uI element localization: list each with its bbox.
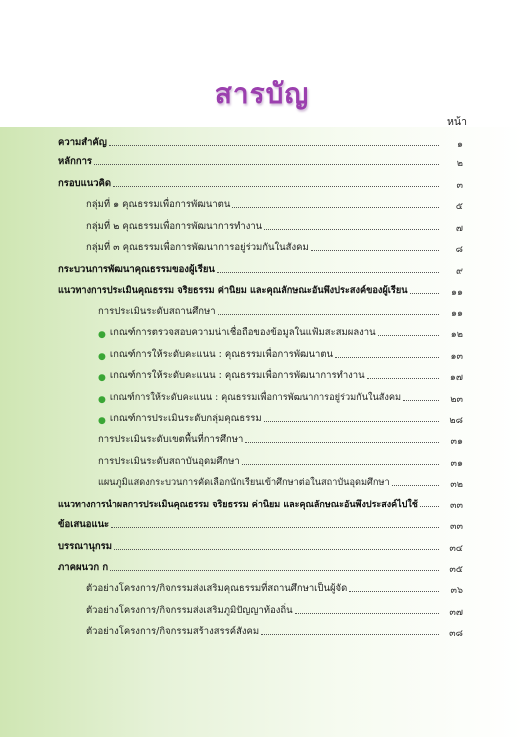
- toc-entry[interactable]: กรอบแนวคิด: [58, 175, 442, 191]
- toc-entry[interactable]: ภาคผนวก ก: [58, 559, 442, 575]
- page-title: สารบัญ: [214, 77, 310, 110]
- bullet-icon: ●: [98, 352, 106, 362]
- toc-page-number: ๓๓: [450, 500, 463, 511]
- toc-page-number: ๓: [456, 180, 463, 191]
- bullet-icon: ●: [98, 416, 106, 426]
- toc-entry[interactable]: แนวทางการประเมินคุณธรรม จริยธรรม ค่านิยม และคุณลักษณะอันพึงประสงค์ของผู้เรียน: [58, 282, 442, 298]
- toc-page-number: ๓๒: [450, 479, 463, 490]
- toc-entry[interactable]: กลุ่มที่ ๑ คุณธรรมเพื่อการพัฒนาตน: [86, 196, 442, 212]
- toc-entry[interactable]: แนวทางการนำผลการประเมินคุณธรรม จริยธรรม ค่านิยม และคุณลักษณะอันพึงประสงค์ไปใช้: [58, 495, 442, 511]
- toc-page-number: ๓๑: [450, 436, 463, 447]
- toc-page-number: ๑: [456, 139, 463, 150]
- toc-page-number: ๕: [455, 201, 463, 212]
- toc-page-number: ๓๗: [449, 607, 463, 618]
- toc-page-number: ๑๑: [450, 308, 463, 319]
- toc-page-number: ๓๔: [449, 543, 463, 554]
- toc-entry[interactable]: การประเมินระดับเขตพื้นที่การศึกษา: [98, 431, 442, 447]
- toc-entry[interactable]: กลุ่มที่ ๒ คุณธรรมเพื่อการพัฒนาการทำงาน: [86, 218, 442, 234]
- toc-page-number: ๑๑: [450, 287, 463, 298]
- toc-page-number: ๒๘: [449, 415, 463, 426]
- toc-entry[interactable]: การประเมินระดับสถานศึกษา: [98, 303, 442, 319]
- page-column-label: หน้า: [447, 116, 467, 128]
- toc-entry[interactable]: ตัวอย่างโครงการ/กิจกรรมส่งเสริมภูมิปัญญาท้องถิ่น: [86, 602, 442, 618]
- toc-entry[interactable]: บรรณานุกรม: [58, 538, 442, 554]
- toc-entry[interactable]: ตัวอย่างโครงการ/กิจกรรมสร้างสรรค์สังคม: [86, 623, 442, 639]
- toc-page-number: ๒๓: [450, 394, 463, 405]
- toc-entry[interactable]: กลุ่มที่ ๓ คุณธรรมเพื่อการพัฒนาการอยู่ร่วมกันในสังคม: [86, 239, 442, 255]
- toc-entry[interactable]: ตัวอย่างโครงการ/กิจกรรมส่งเสริมคุณธรรมที่สถานศึกษาเป็นผู้จัด: [86, 580, 442, 596]
- toc-entry[interactable]: ความสำคัญ: [58, 134, 442, 150]
- toc-page-number: ๓๘: [449, 628, 463, 639]
- toc-entry[interactable]: การประเมินระดับสถาบันอุดมศึกษา: [98, 453, 442, 469]
- toc-entry[interactable]: ข้อเสนอแนะ: [58, 516, 442, 532]
- toc-page-number: ๑๒: [450, 329, 463, 340]
- toc-entry[interactable]: ● เกณฑ์การประเมินระดับกลุ่มคุณธรรม: [98, 410, 442, 426]
- toc-page-number: ๗: [455, 223, 463, 234]
- toc-page-number: ๓๑: [450, 458, 463, 469]
- toc-entry[interactable]: แผนภูมิแสดงกระบวนการคัดเลือกนักเรียนเข้าศึกษาต่อในสถาบันอุดมศึกษา: [98, 474, 442, 490]
- toc-page-number: ๑๗: [449, 372, 463, 383]
- toc-entry[interactable]: ● เกณฑ์การตรวจสอบความน่าเชื่อถือของข้อมูลในแฟ้มสะสมผลงาน: [98, 324, 442, 340]
- toc-page-number: ๓๓: [450, 521, 463, 532]
- bullet-icon: ●: [98, 330, 106, 340]
- toc-entry[interactable]: หลักการ: [58, 153, 442, 169]
- bullet-icon: ●: [98, 373, 106, 383]
- toc-page-number: ๓๕: [449, 564, 463, 575]
- toc-entry[interactable]: ● เกณฑ์การให้ระดับคะแนน : คุณธรรมเพื่อการพัฒนาการอยู่ร่วมกันในสังคม: [98, 389, 442, 405]
- toc-page-number: ๑๓: [450, 351, 463, 362]
- toc-entry[interactable]: กระบวนการพัฒนาคุณธรรมของผู้เรียน: [58, 261, 442, 277]
- toc-entry[interactable]: ● เกณฑ์การให้ระดับคะแนน : คุณธรรมเพื่อการพัฒนาตน: [98, 346, 442, 362]
- toc-page-number: ๓๖: [450, 585, 463, 596]
- toc-page-number: ๙: [456, 266, 463, 277]
- toc-page-number: ๘: [455, 244, 463, 255]
- toc-page-number: ๒: [456, 158, 463, 169]
- toc-entry[interactable]: ● เกณฑ์การให้ระดับคะแนน : คุณธรรมเพื่อการพัฒนาการทำงาน: [98, 367, 442, 383]
- bullet-icon: ●: [98, 395, 106, 405]
